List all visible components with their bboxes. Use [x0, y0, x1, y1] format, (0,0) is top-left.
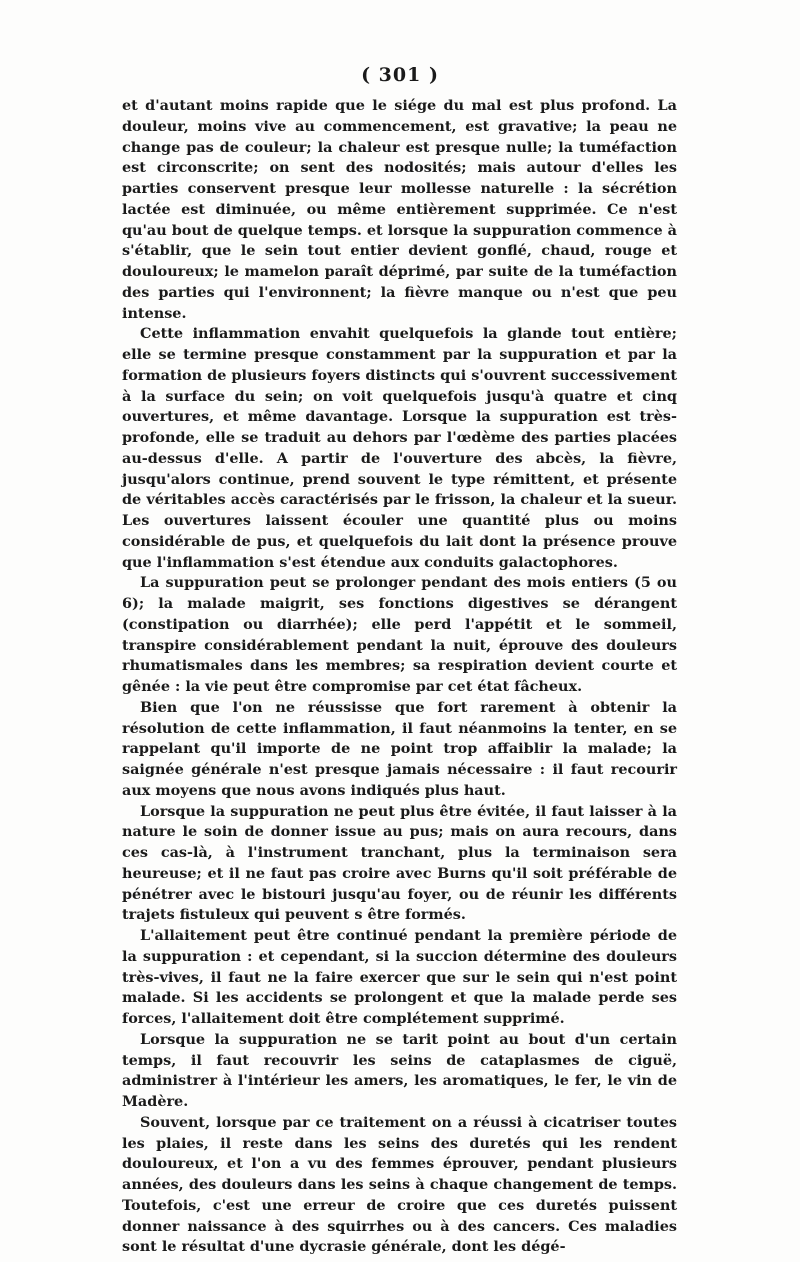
- body-text: [122, 96, 677, 1258]
- page-number: ( 301 ): [361, 64, 439, 86]
- paragraph: L'allaitement peut être continué pendant la première période de la suppuration : et cependant, si la succion détermine des douleurs très-vives, il faut ne la faire exercer que sur le sein qui n'est point malade. Si les accidents se prolongent et que la malade perde ses forces, l'allaitement doit être complétement supprimé.: [122, 927, 677, 1027]
- paragraph: Lorsque la suppuration ne peut plus être évitée, il faut laisser à la nature le soin de donner issue au pus; mais on aura recours, dans ces cas-là, à l'instrument tranchant, plus la terminaison sera heureuse; et il ne faut pas croire avec Burns qu'il soit préférable de pénétrer avec le bistouri jusqu'au foyer, ou de réunir les différents trajets fistuleux qui peuvent s être formés.: [122, 802, 677, 924]
- paragraph: Cette inflammation envahit quelquefois la glande tout entière; elle se termine presque constamment par la suppuration et par la formation de plusieurs foyers distincts qui s'ouvrent successivement à la surface du sein; on voit quelquefois jusqu'à quatre et cinq ouvertures, et même davantage. Lorsque la suppuration est très-profonde, elle se traduit au dehors par l'œdème des parties placées au-dessus d'elle. A partir de l'ouverture des abcès, la fièvre, jusqu'alors continue, prend souvent le type rémittent, et présente de véritables accès caractérisés par le frisson, la chaleur et la sueur. Les ouvertures laissent écouler une quantité plus ou moins considérable de pus, et quelquefois du lait dont la présence prouve que l'inflammation s'est étendue aux conduits galactophores.: [122, 325, 677, 571]
- paragraph: et d'autant moins rapide que le siége du mal est plus profond. La douleur, moins vive au commencement, est gravative; la peau ne change pas de couleur; la chaleur est presque nulle; la tuméfaction est circonscrite; on sent des nodosités; mais autour d'elles les parties conservent presque leur mollesse naturelle : la sécrétion lactée est diminuée, ou même entièrement supprimée. Ce n'est qu'au bout de quelque temps. et lorsque la suppuration commence à s'établir, que le sein tout entier devient gonflé, chaud, rouge et douloureux; le mamelon paraît déprimé, par suite de la tuméfaction des parties qui l'environnent; la fièvre manque ou n'est que peu intense.: [122, 97, 677, 322]
- paragraph: Souvent, lorsque par ce traitement on a réussi à cicatriser toutes les plaies, il reste dans les seins des duretés qui les rendent douloureux, et l'on a vu des femmes éprouver, pendant plusieurs années, des douleurs dans les seins à chaque changement de temps. Toutefois, c'est une erreur de croire que ces duretés puissent donner naissance à des squirrhes ou à des cancers. Ces maladies sont le résultat d'une dycrasie générale, dont les dégé-: [122, 1113, 677, 1256]
- paragraph: Bien que l'on ne réussisse que fort rarement à obtenir la résolution de cette inflammation, il faut néanmoins la tenter, en se rappelant qu'il importe de ne point trop affaiblir la malade; la saignée générale n'est presque jamais nécessaire : il faut recourir aux moyens que nous avons indiqués plus haut.: [122, 698, 677, 799]
- paragraph: La suppuration peut se prolonger pendant des mois entiers (5 ou 6); la malade maigrit, ses fonctions digestives se dérangent (constipation ou diarrhée); elle perd l'appétit et le sommeil, transpire considérablement pendant la nuit, éprouve des douleurs rhumatismales dans les membres; sa respiration devient courte et gênée : la vie peut être compromise par cet état fâcheux.: [122, 574, 677, 695]
- paragraph: Lorsque la suppuration ne se tarit point au bout d'un certain temps, il faut recouvrir les seins de cataplasmes de ciguë, administrer à l'intérieur les amers, les aromatiques, le fer, le vin de Madère.: [122, 1030, 677, 1110]
